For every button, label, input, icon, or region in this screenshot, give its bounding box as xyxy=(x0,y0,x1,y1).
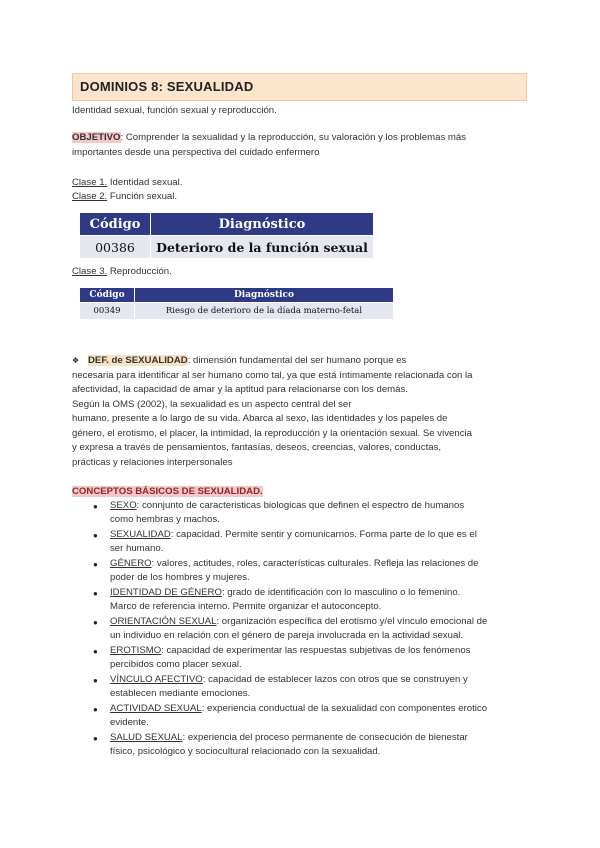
objective-line-1 xyxy=(72,131,466,145)
list-item xyxy=(110,615,487,629)
bullet-icon: ● xyxy=(93,560,98,569)
table-header-diagnosis: Diagnóstico xyxy=(135,288,394,303)
class-2-label: Clase 2. xyxy=(72,191,108,202)
concept-term: GÉNERO xyxy=(110,558,152,569)
objective-line-2: importantes desde una perspectiva del cuidado enfermero xyxy=(72,147,320,158)
bullet-icon: ● xyxy=(93,502,98,511)
concept-text-cont: percibidos como placer sexual. xyxy=(110,659,242,670)
bullet-icon: ● xyxy=(93,618,98,627)
concept-term: VÍNCULO AFECTIVO xyxy=(110,674,203,685)
class-2 xyxy=(72,190,177,204)
diamond-bullet-icon: ❖ xyxy=(72,356,80,365)
concept-term: SEXUALIDAD xyxy=(110,529,171,540)
class-1 xyxy=(72,176,182,190)
definition-label: DEF. de SEXUALIDAD xyxy=(88,355,188,366)
table-cell-diagnosis: Riesgo de deterioro de la díada materno-fetal xyxy=(135,303,394,320)
definition-line-4: Según la OMS (2002), la sexualidad es un aspecto central del ser xyxy=(72,399,352,410)
list-item xyxy=(110,528,477,542)
concept-text: : connjunto de caracteristicas biologicas que definen el espectro de humanos xyxy=(136,500,465,511)
class-3-label: Clase 3. xyxy=(72,266,108,277)
table-header-code: Código xyxy=(80,288,135,303)
concepts-heading xyxy=(72,485,263,499)
concept-text-cont: físico, psicológico y sociocultural relacionado con la sexualidad. xyxy=(110,746,381,757)
table-header-row xyxy=(80,288,394,303)
table-cell-code: 00386 xyxy=(80,236,151,259)
table-cell-diagnosis: Deterioro de la función sexual xyxy=(151,236,374,259)
page-title: DOMINIOS 8: SEXUALIDAD xyxy=(80,79,254,94)
list-item xyxy=(110,702,487,716)
objective-label: OBJETIVO xyxy=(72,132,121,143)
table-header-code: Código xyxy=(80,213,151,236)
concept-text: : capacidad de experimentar las respuestas subjetivas de los fenómenos xyxy=(161,645,471,656)
concept-term: SEXO xyxy=(110,500,137,511)
concept-term: SALUD SEXUAL xyxy=(110,732,183,743)
list-item xyxy=(110,557,478,571)
concept-text-cont: como hembras y machos. xyxy=(110,514,220,525)
title-banner xyxy=(72,73,527,101)
concept-text-cont: evidente. xyxy=(110,717,149,728)
table-row xyxy=(80,303,394,320)
bullet-icon: ● xyxy=(93,734,98,743)
concept-text-cont: poder de los hombres y mujeres. xyxy=(110,572,250,583)
definition-line-8: prácticas y relaciones interpersonales xyxy=(72,457,233,468)
concept-text-cont: un individuo en relación con el género de pareja involucrada en la actividad sexual. xyxy=(110,630,464,641)
bullet-icon: ● xyxy=(93,705,98,714)
class-1-text: Identidad sexual. xyxy=(107,177,183,188)
concept-text: : capacidad. Permite sentir y comunicarnos. Forma parte de lo que es el xyxy=(170,529,477,540)
bullet-icon: ● xyxy=(93,647,98,656)
concept-text-cont: Marco de referencia interno. Permite organizar el autoconcepto. xyxy=(110,601,382,612)
subtitle: Identidad sexual, función sexual y reproducción. xyxy=(72,105,277,116)
concept-text: : capacidad de establecer lazos con otros que se construyen y xyxy=(202,674,468,685)
class-2-text: Función sexual. xyxy=(107,191,178,202)
list-item xyxy=(110,644,470,658)
concept-term: EROTISMO xyxy=(110,645,162,656)
concept-text: : experiencia conductual de la sexualidad con componentes erotico xyxy=(201,703,488,714)
definition-text-1: : dimensión fundamental del ser humano porque es xyxy=(187,355,407,366)
diagnosis-table-2 xyxy=(79,287,394,320)
list-item xyxy=(110,673,468,687)
list-item xyxy=(110,586,460,600)
class-3 xyxy=(72,265,172,279)
concept-text: : organización específica del erotismo y/el vínculo emocional de xyxy=(216,616,488,627)
concept-text: : grado de identificación con lo masculino o lo femenino. xyxy=(221,587,461,598)
concept-term: ACTIVIDAD SEXUAL xyxy=(110,703,202,714)
definition-line-2: necesaria para identificar al ser humano como tal, ya que está íntimamente relacionada con la xyxy=(72,370,473,381)
concept-text: : experiencia del proceso permanente de consecución de bienestar xyxy=(182,732,468,743)
definition-line-5: humano, presente a lo largo de su vida. Abarca al sexo, las identidades y los papeles de xyxy=(72,413,448,424)
concepts-heading-text: CONCEPTOS BÁSICOS DE SEXUALIDAD. xyxy=(72,486,263,497)
concept-text-cont: ser humano. xyxy=(110,543,164,554)
class-3-text: Reproducción. xyxy=(107,266,172,277)
list-item xyxy=(110,731,468,745)
diagnosis-table-1 xyxy=(79,212,374,259)
concept-text-cont: establecen mediante emociones. xyxy=(110,688,251,699)
concept-term: IDENTIDAD DE GÉNERO xyxy=(110,587,222,598)
bullet-icon: ● xyxy=(93,676,98,685)
table-row xyxy=(80,236,374,259)
table-header-diagnosis: Diagnóstico xyxy=(151,213,374,236)
list-item xyxy=(110,499,464,513)
class-1-label: Clase 1. xyxy=(72,177,108,188)
concept-term: ORIENTACIÓN SEXUAL xyxy=(110,616,217,627)
table-header-row xyxy=(80,213,374,236)
definition-line-1 xyxy=(88,354,406,368)
table-cell-code: 00349 xyxy=(80,303,135,320)
bullet-icon: ● xyxy=(93,531,98,540)
objective-text-1: : Comprender la sexualidad y la reproducción, su valoración y los problemas más xyxy=(120,132,467,143)
definition-line-6: género, el erotismo, el placer, la intimidad, la reproducción y la orientación sexual. Se vivencia xyxy=(72,428,472,439)
definition-line-3: afectividad, la capacidad de amar y la aptitud para relacionarse con los demás. xyxy=(72,384,408,395)
definition-line-7: y expresa a través de pensamientos, fantasías, deseos, creencias, valores, conductas, xyxy=(72,442,442,453)
bullet-icon: ● xyxy=(93,589,98,598)
concept-text: : valores, actitudes, roles, características culturales. Refleja las relaciones de xyxy=(151,558,479,569)
